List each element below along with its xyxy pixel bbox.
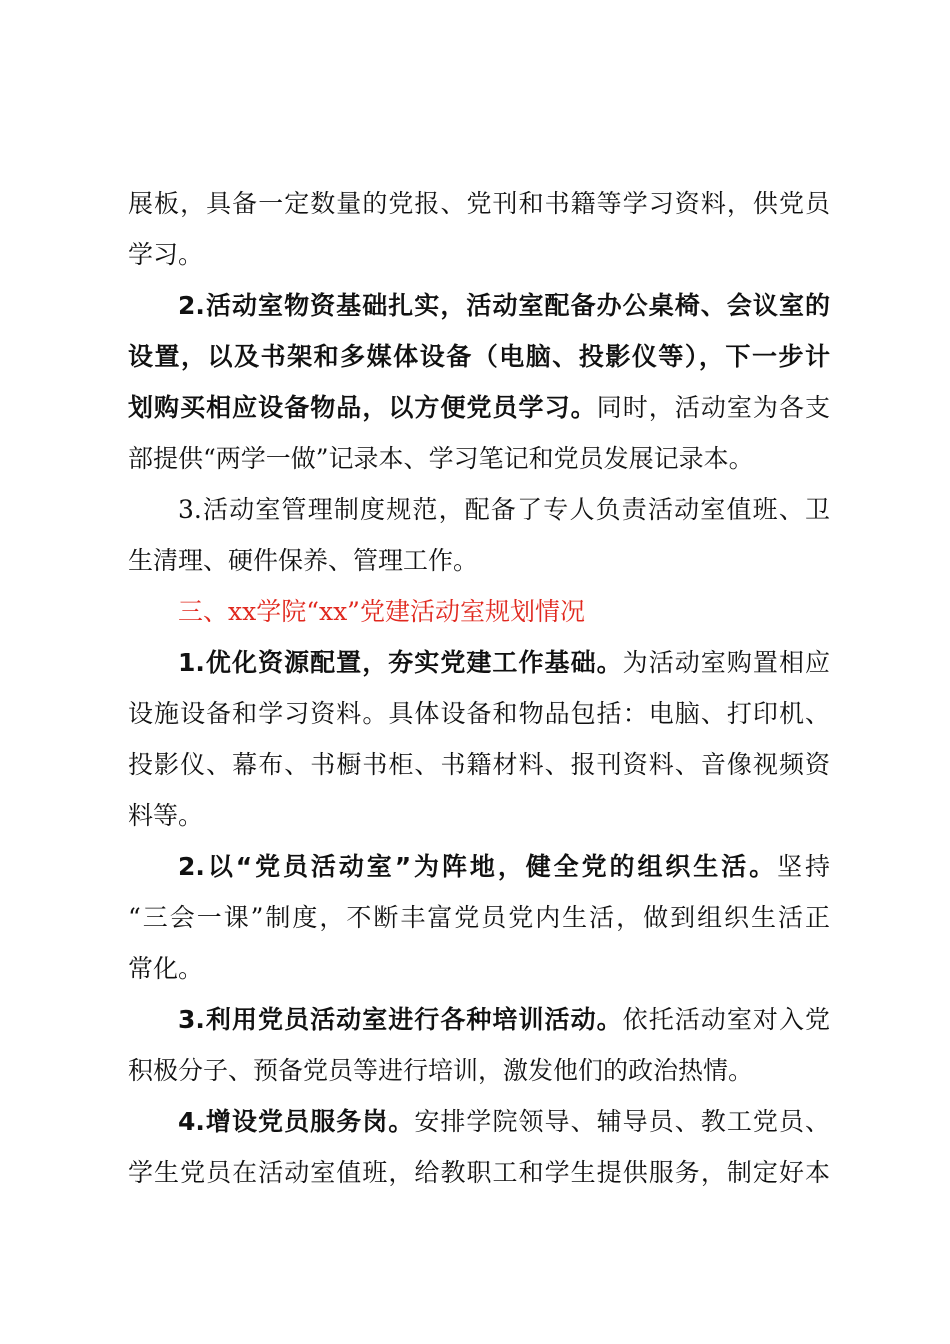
body-text: “三会一课”制度，不断丰富党员党内生活，做到组织生活正 bbox=[128, 903, 830, 932]
body-text: 设施设备和学习资料。具体设备和物品包括：电脑、打印机、 bbox=[128, 699, 830, 728]
body-text: 生清理、硬件保养、管理工作。 bbox=[128, 546, 479, 575]
body-line bbox=[128, 796, 830, 836]
body-line bbox=[128, 1051, 830, 1091]
body-text: 学习。 bbox=[128, 240, 204, 269]
body-line bbox=[178, 286, 830, 326]
body-line bbox=[178, 490, 830, 530]
bold-text: 4.增设党员服务岗。 bbox=[178, 1107, 415, 1136]
body-line bbox=[128, 184, 830, 224]
body-line bbox=[128, 337, 830, 377]
body-line bbox=[128, 898, 830, 938]
body-line bbox=[128, 235, 830, 275]
body-text: 依托活动室对入党 bbox=[622, 1005, 830, 1034]
section-heading-text: 三、xx学院“xx”党建活动室规划情况 bbox=[178, 597, 585, 626]
body-text: 积极分子、预备党员等进行培训，激发他们的政治热情。 bbox=[128, 1056, 754, 1085]
body-line bbox=[178, 1102, 830, 1142]
body-line bbox=[128, 388, 830, 428]
body-text: 学生党员在活动室值班，给教职工和学生提供服务，制定好本 bbox=[128, 1158, 830, 1187]
body-text: 部提供“两学一做”记录本、学习笔记和党员发展记录本。 bbox=[128, 444, 754, 473]
bold-text: 设置，以及书架和多媒体设备（电脑、投影仪等），下一步计 bbox=[128, 342, 830, 371]
body-line bbox=[128, 949, 830, 989]
body-text: 展板，具备一定数量的党报、党刊和书籍等学习资料，供党员 bbox=[128, 189, 830, 218]
body-line bbox=[178, 847, 830, 887]
body-line bbox=[128, 745, 830, 785]
body-line bbox=[128, 694, 830, 734]
body-text: 投影仪、幕布、书橱书柜、书籍材料、报刊资料、音像视频资 bbox=[128, 750, 830, 779]
bold-text: 2.以“党员活动室”为阵地，健全党的组织生活。 bbox=[178, 852, 778, 881]
body-line bbox=[178, 643, 830, 683]
body-text: 安排学院领导、辅导员、教工党员、 bbox=[414, 1107, 830, 1136]
body-text: 料等。 bbox=[128, 801, 204, 830]
bold-text: 1.优化资源配置，夯实党建工作基础。 bbox=[178, 648, 623, 677]
body-text: 为活动室购置相应 bbox=[622, 648, 830, 677]
section-heading bbox=[178, 592, 830, 632]
body-line bbox=[128, 439, 830, 479]
body-line bbox=[178, 1000, 830, 1040]
body-line bbox=[128, 541, 830, 581]
body-line bbox=[128, 1153, 830, 1193]
bold-text: 划购买相应设备物品，以方便党员学习。 bbox=[128, 393, 597, 422]
bold-text: 2.活动室物资基础扎实，活动室配备办公桌椅、会议室的 bbox=[178, 291, 830, 320]
body-text: 坚持 bbox=[777, 852, 830, 881]
body-text: 3.活动室管理制度规范，配备了专人负责活动室值班、卫 bbox=[178, 495, 830, 524]
body-text: 常化。 bbox=[128, 954, 204, 983]
body-text: 同时，活动室为各支 bbox=[596, 393, 830, 422]
bold-text: 3.利用党员活动室进行各种培训活动。 bbox=[178, 1005, 623, 1034]
